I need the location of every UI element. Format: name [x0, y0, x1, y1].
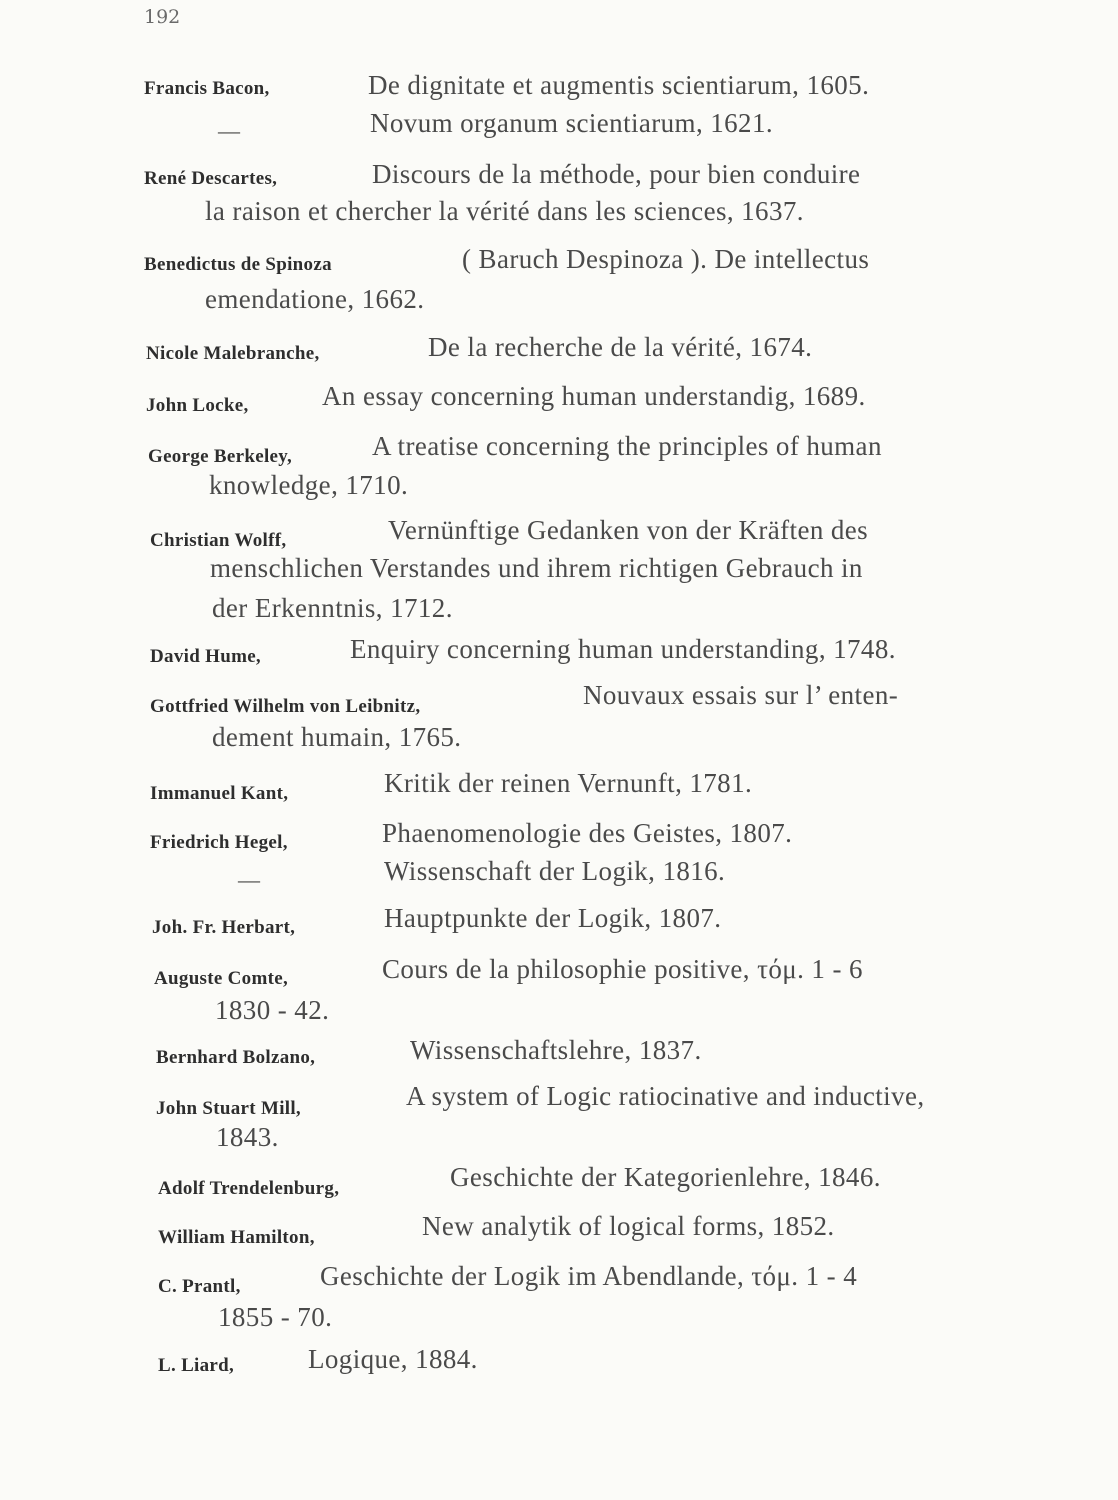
bibliography-entry	[150, 646, 261, 668]
work-title-continuation: knowledge, 1710.	[209, 470, 409, 500]
bibliography-entry	[154, 968, 288, 990]
work-title-continuation: la raison et chercher la vérité dans les sciences, 1637.	[205, 196, 804, 226]
work-title: Enquiry concerning human understanding, 1748.	[350, 634, 896, 664]
author-name: William Hamilton,	[158, 1227, 315, 1248]
ditto-dash: —	[218, 118, 240, 143]
bibliography-entry	[150, 696, 420, 718]
work-title: Wissenschaftslehre, 1837.	[410, 1035, 702, 1065]
work-title: De dignitate et augmentis scientiarum, 1605.	[368, 70, 870, 100]
author-name: John Locke,	[146, 395, 249, 416]
author-name: Adolf Trendelenburg,	[158, 1178, 340, 1199]
work-title: A system of Logic ratiocinative and inductive,	[406, 1081, 925, 1111]
bibliography-entry	[144, 168, 277, 190]
bibliography-entry	[148, 446, 292, 468]
author-name: David Hume,	[150, 646, 261, 667]
work-title: ( Baruch Despinoza ). De intellectus	[462, 244, 870, 274]
work-title: Geschichte der Logik im Abendlande, τόμ. 1 - 4	[320, 1261, 858, 1291]
bibliography-entry	[150, 530, 286, 552]
author-name: L. Liard,	[158, 1355, 235, 1376]
bibliography-entry	[146, 343, 320, 365]
work-title: Cours de la philosophie positive, τόμ. 1 - 6	[382, 954, 863, 984]
bibliography-entry	[158, 1355, 234, 1377]
author-name: Benedictus de Spinoza	[144, 254, 332, 275]
author-name: Friedrich Hegel,	[150, 832, 288, 853]
work-title: Wissenschaft der Logik, 1816.	[384, 856, 726, 886]
work-title: New analytik of logical forms, 1852.	[422, 1211, 835, 1241]
author-name: Auguste Comte,	[154, 968, 289, 989]
work-title: A treatise concerning the principles of human	[372, 431, 882, 461]
work-title: Kritik der reinen Vernunft, 1781.	[384, 768, 753, 798]
work-title: De la recherche de la vérité, 1674.	[428, 332, 813, 362]
author-name: Nicole Malebranche,	[146, 343, 320, 364]
work-title: Hauptpunkte der Logik, 1807.	[384, 903, 722, 933]
author-name: Francis Bacon,	[144, 78, 270, 99]
author-name: René Descartes,	[144, 168, 278, 189]
work-title-continuation: 1843.	[216, 1122, 279, 1152]
work-title-continuation: 1855 - 70.	[218, 1302, 333, 1332]
author-name: Christian Wolff,	[150, 530, 287, 551]
work-title-continuation: 1830 - 42.	[215, 995, 330, 1025]
bibliography-entry	[156, 1098, 301, 1120]
author-name: Immanuel Kant,	[150, 783, 289, 804]
work-title: Nouvaux essais sur l’ enten-	[583, 680, 899, 710]
bibliography-entry	[158, 1276, 241, 1298]
page-number: 192	[144, 6, 181, 28]
work-title: Phaenomenologie des Geistes, 1807.	[382, 818, 793, 848]
author-name: Bernhard Bolzano,	[156, 1047, 316, 1068]
bibliography-entry	[144, 254, 332, 276]
work-title: Geschichte der Kategorienlehre, 1846.	[450, 1162, 881, 1192]
work-title-continuation: menschlichen Verstandes und ihrem richtigen Gebrauch in	[210, 553, 863, 583]
bibliography-entry	[158, 1227, 315, 1249]
bibliography-entry	[146, 395, 249, 417]
ditto-dash: —	[238, 867, 260, 892]
work-title: An essay concerning human understandig, 1689.	[322, 381, 866, 411]
author-name: George Berkeley,	[148, 446, 293, 467]
bibliography-entry	[152, 917, 295, 939]
work-title: Novum organum scientiarum, 1621.	[370, 108, 773, 138]
work-title-continuation: dement humain, 1765.	[212, 722, 462, 752]
work-title-continuation: der Erkenntnis, 1712.	[212, 593, 453, 623]
bibliography-entry	[156, 1047, 315, 1069]
bibliography-entry	[150, 832, 288, 854]
work-title: Discours de la méthode, pour bien conduire	[372, 159, 861, 189]
author-name: C. Prantl,	[158, 1276, 241, 1297]
work-title: Logique, 1884.	[308, 1344, 478, 1374]
work-title: Vernünftige Gedanken von der Kräften des	[388, 515, 869, 545]
bibliography-entry	[144, 78, 270, 100]
author-name: John Stuart Mill,	[156, 1098, 301, 1119]
author-name: Gottfried Wilhelm von Leibnitz,	[150, 696, 421, 717]
author-name: Joh. Fr. Herbart,	[152, 917, 296, 938]
bibliography-entry	[150, 783, 288, 805]
bibliography-entry	[158, 1178, 339, 1200]
work-title-continuation: emendatione, 1662.	[205, 284, 425, 314]
